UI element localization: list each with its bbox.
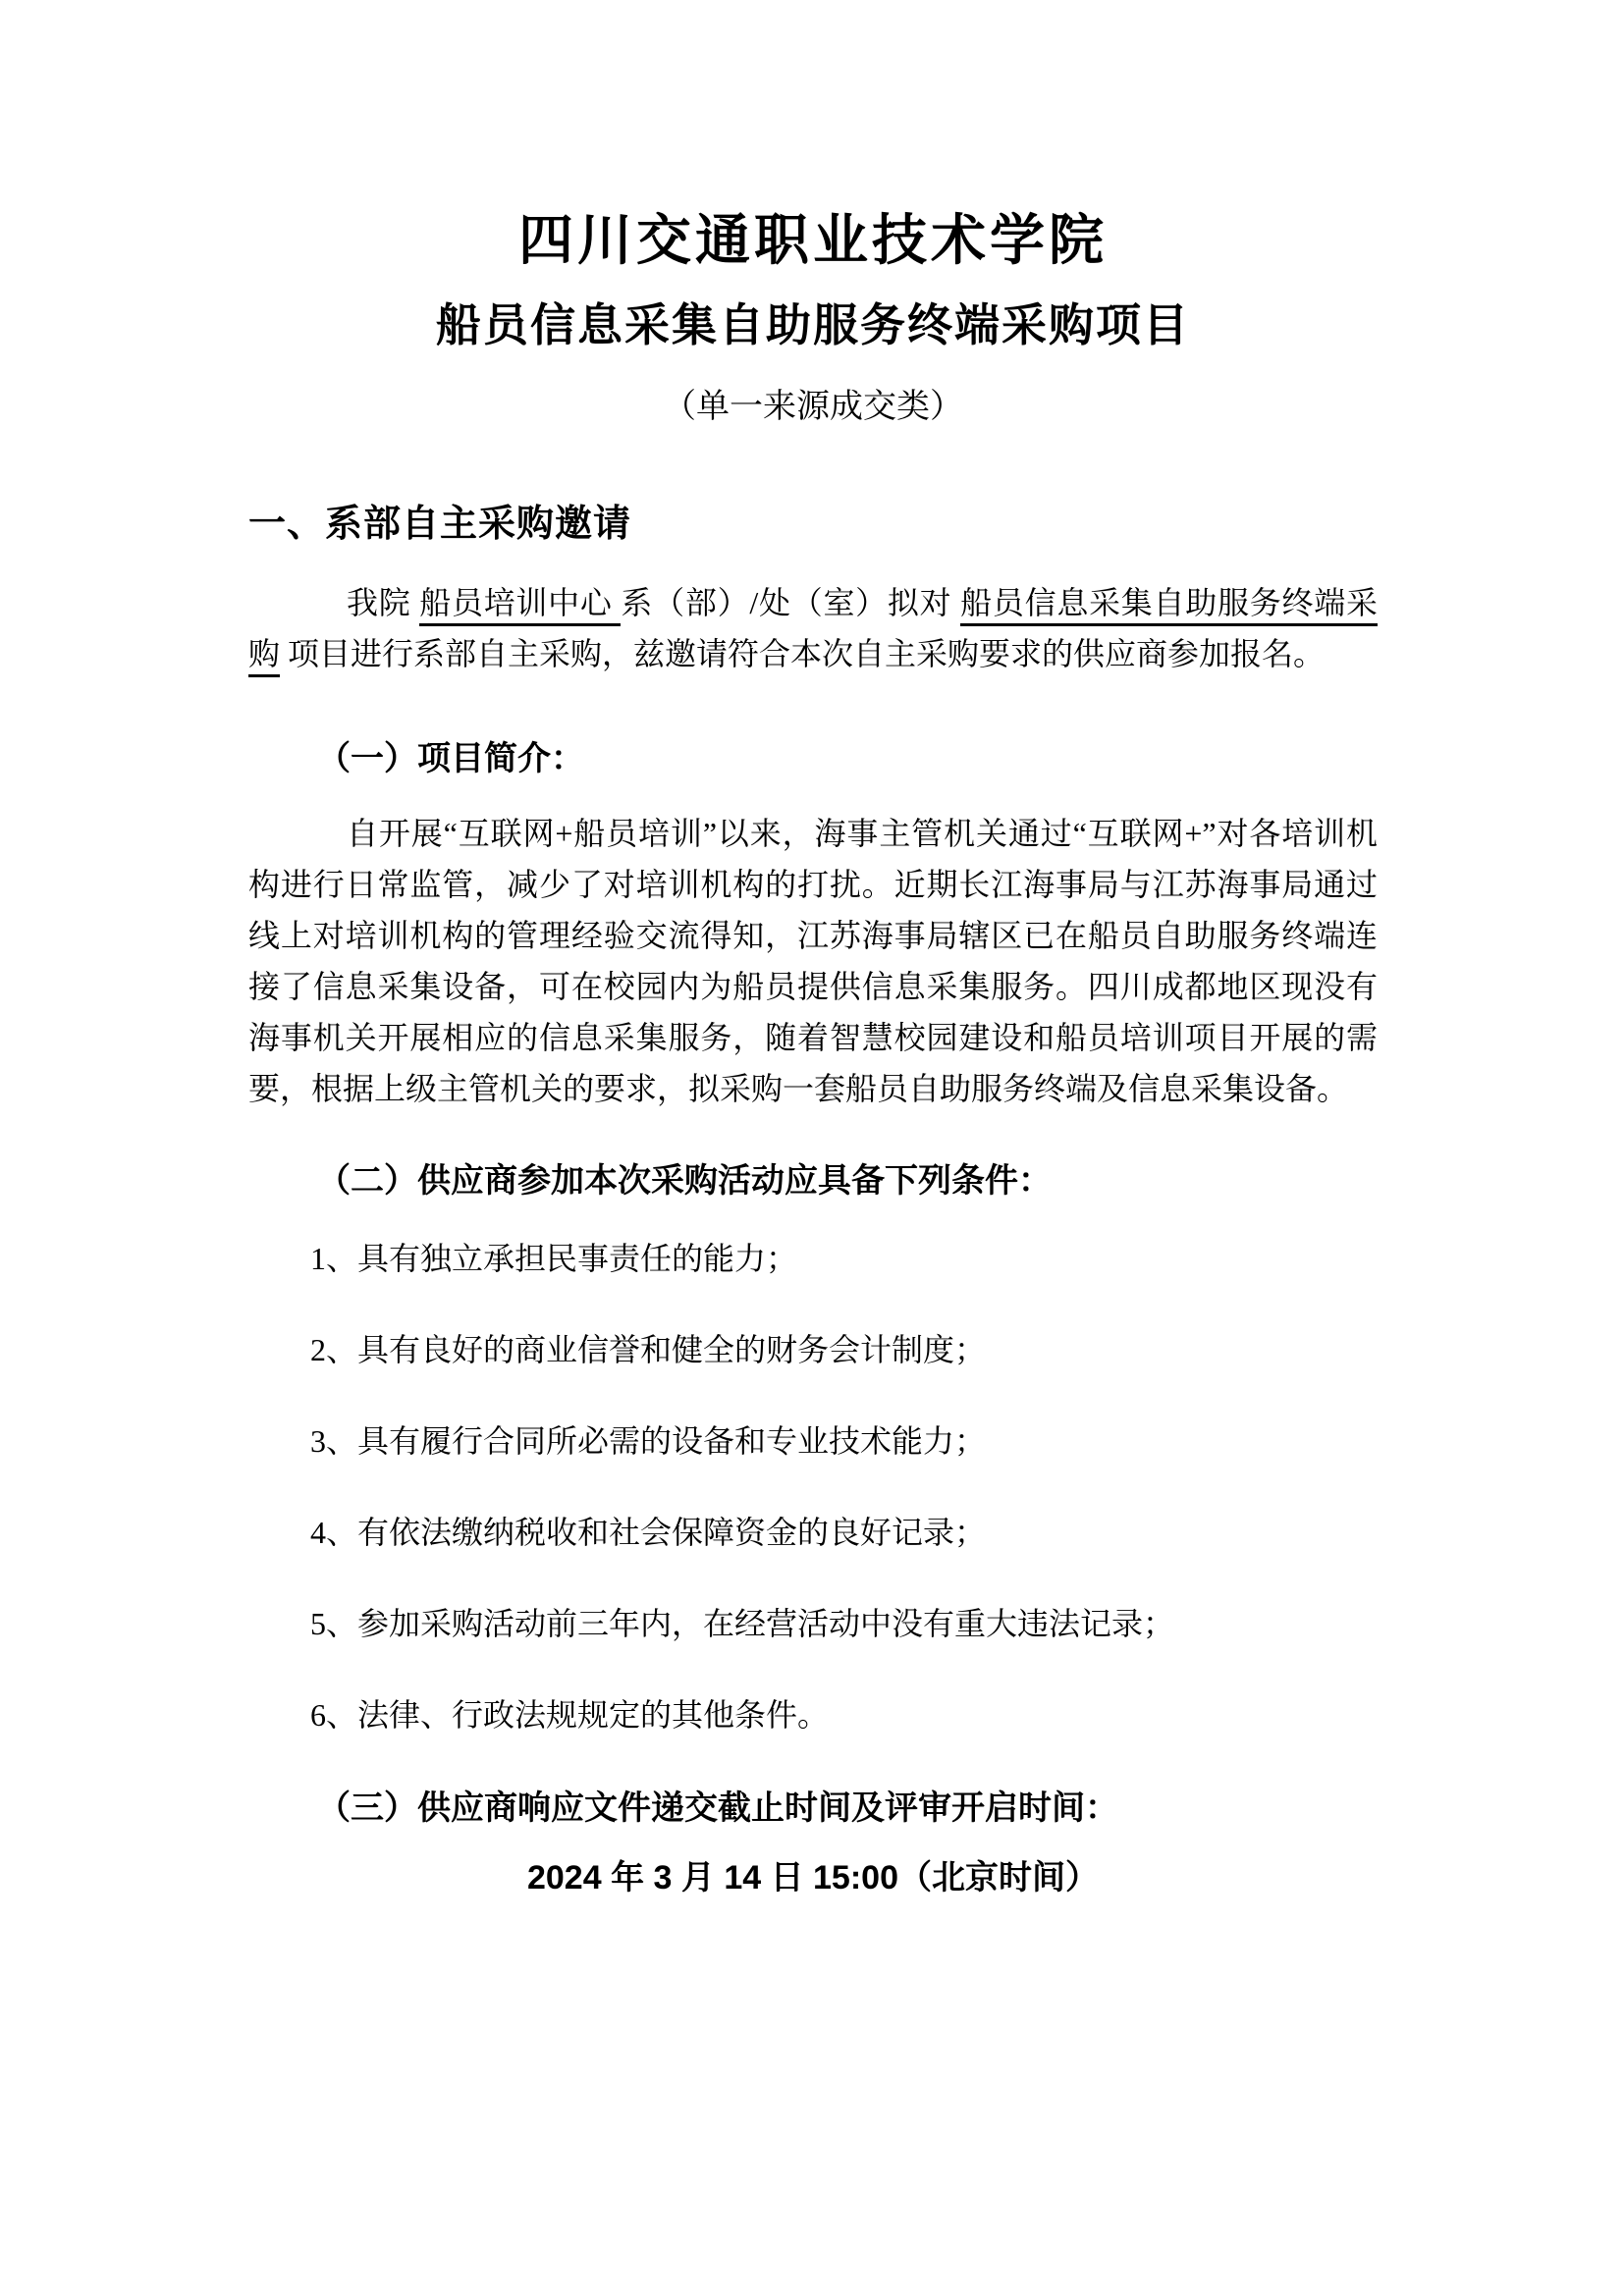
category-note: （单一来源成交类） bbox=[663, 389, 963, 425]
subsection-2-heading: （二）供应商参加本次采购活动应具备下列条件： bbox=[317, 1162, 1052, 1200]
intro-segment-plain: 项目进行系部自主采购，兹邀请符合本次自主采购要求的供应商参加报名。 bbox=[280, 636, 1326, 671]
submission-deadline: 2024 年 3 月 14 日 15:00（北京时间） bbox=[526, 1859, 1099, 1896]
intro-segment-plain: 系（部）/处（室）拟对 bbox=[621, 585, 961, 620]
condition-item-1: 1、具有独立承担民事责任的能力； bbox=[310, 1241, 798, 1276]
underlined-project-name: 船员信息采集自助服务终端采购 bbox=[248, 585, 1378, 677]
condition-item-6: 6、法律、行政法规规定的其他条件。 bbox=[310, 1697, 830, 1733]
invitation-paragraph bbox=[248, 577, 1378, 679]
condition-item-3: 3、具有履行合同所必需的设备和专业技术能力； bbox=[310, 1423, 987, 1459]
condition-item-5: 5、参加采购活动前三年内，在经营活动中没有重大违法记录； bbox=[310, 1606, 1175, 1641]
subsection-3-heading: （三）供应商响应文件递交截止时间及评审开启时间： bbox=[317, 1789, 1118, 1827]
project-intro-paragraph: 自开展“互联网+船员培训”以来，海事主管机关通过“互联网+”对各培训机构进行日常监管，减少了对培训机构的打扰。近期长江海事局与江苏海事局通过线上对培训机构的管理经验交流得知，江苏海事局辖区已在船员自助服务终端连接了信息采集设备，可在校园内为船员提供信息采集服务。四川成都地区现没有海事机关开展相应的信息采集服务，随着智慧校园建设和船员培训项目开展的需要，根据上级主管机关的要求，拟采购一套船员自助服务终端及信息采集设备。 bbox=[248, 816, 1378, 1106]
condition-item-2: 2、具有良好的商业信誉和健全的财务会计制度； bbox=[310, 1332, 987, 1367]
project-title: 船员信息采集自助服务终端采购项目 bbox=[436, 299, 1190, 350]
supplier-condition-list bbox=[248, 1233, 1378, 1740]
school-name-title: 四川交通职业技术学院 bbox=[518, 211, 1108, 272]
underlined-department-name: 船员培训中心 bbox=[419, 585, 621, 626]
subsection-1-heading: （一）项目简介： bbox=[317, 740, 584, 777]
intro-segment-plain: 我院 bbox=[347, 585, 420, 620]
condition-item-4: 4、有依法缴纳税收和社会保障资金的良好记录； bbox=[310, 1515, 987, 1550]
section-1-heading: 一、系部自主采购邀请 bbox=[248, 504, 632, 545]
